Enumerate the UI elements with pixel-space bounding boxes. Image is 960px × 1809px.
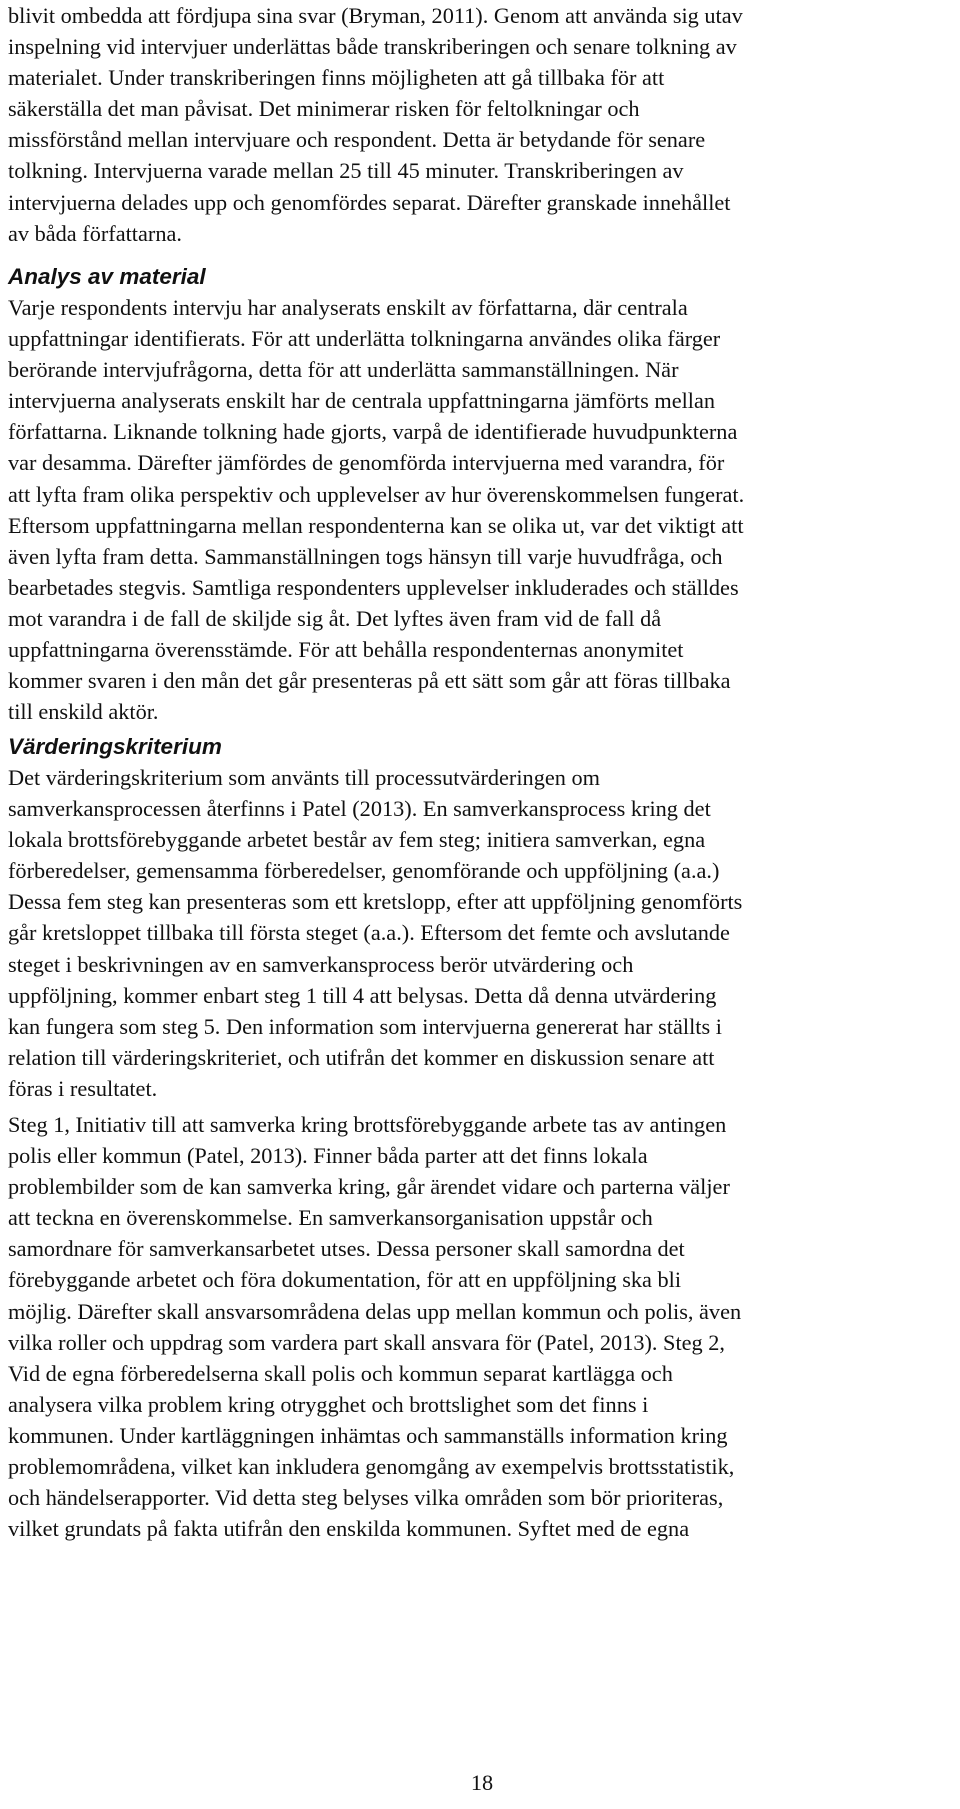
text-line: även lyfta fram detta. Sammanställningen togs hänsyn till varje huvudfråga, och [8, 543, 723, 569]
text-line: att lyfta fram olika perspektiv och upplevelser av hur överenskommelsen fungerat. [8, 481, 745, 507]
text-line: vilket grundats på fakta utifrån den enskilda kommunen. Syftet med de egna [8, 1516, 690, 1542]
text-line: författarna. Liknande tolkning hade gjorts, varpå de identifierade huvudpunkterna [8, 419, 738, 445]
text-line: tolkning. Intervjuerna varade mellan 25 till 45 minuter. Transkriberingen av [8, 158, 684, 184]
text-line: uppfattningar identifierats. För att underlätta tolkningarna användes olika färger [8, 326, 721, 352]
text-line: möjlig. Därefter skall ansvarsområdena delas upp mellan kommun och polis, även [8, 1298, 742, 1324]
text-line: samverkansprocessen återfinns i Patel (2013). En samverkansprocess kring det [8, 796, 711, 822]
text-line: kommer svaren i den mån det går presenteras på ett sätt som går att föras tillbaka [8, 668, 731, 694]
text-line: Varje respondents intervju har analyserats enskilt av författarna, där centrala [8, 295, 688, 320]
text-line: bearbetades stegvis. Samtliga respondenters upplevelser inkluderades och ställdes [8, 574, 739, 600]
text-line: kan fungera som steg 5. Den information som intervjuerna genererat har ställts i [8, 1013, 722, 1039]
text-line: förberedelser, gemensamma förberedelser, genomförande och uppföljning (a.a.) [8, 858, 720, 884]
text-line: Det värderingskriterium som använts till processutvärderingen om [8, 765, 600, 790]
text-line: mot varandra i de fall de skiljde sig åt. Det lyftes även fram vid de fall då [8, 605, 662, 631]
text-line: berörande intervjufrågorna, detta för att underlätta sammanställningen. När [8, 357, 679, 383]
intro-paragraph [8, 0, 743, 249]
text-line: säkerställa det man påvisat. Det minimerar risken för feltolkningar och [8, 96, 640, 122]
text-line: intervjuerna delades upp och genomfördes separat. Därefter granskade innehållet [8, 189, 731, 215]
text-line: Eftersom uppfattningarna mellan respondenterna kan se olika ut, var det viktigt att [8, 512, 744, 538]
text-line: Steg 1, Initiativ till att samverka kring brottsförebyggande arbete tas av antingen [8, 1112, 727, 1137]
text-line: problemområdena, vilket kan inkludera genomgång av exempelvis brottsstatistik, [8, 1454, 735, 1480]
section-heading-analys: Analys av material [8, 264, 206, 289]
text-line: att teckna en överenskommelse. En samverkansorganisation uppstår och [8, 1205, 653, 1231]
text-line: föras i resultatet. [8, 1075, 158, 1101]
text-line: vilka roller och uppdrag som vardera part skall ansvara för (Patel, 2013). Steg 2, [8, 1329, 725, 1355]
text-line: missförstånd mellan intervjuare och respondent. Detta är betydande för senare [8, 127, 706, 153]
text-line: relation till värderingskriteriet, och utifrån det kommer en diskussion senare att [8, 1044, 715, 1070]
varderingskriterium-paragraph [8, 762, 742, 1104]
text-line: kommunen. Under kartläggningen inhämtas och sammanställs information kring [8, 1422, 728, 1448]
text-line: var desamma. Därefter jämfördes de genomförda intervjuerna med varandra, för [8, 450, 725, 476]
text-line: samordnare för samverkansarbetet utses. Dessa personer skall samordna det [8, 1236, 685, 1262]
analys-paragraph [8, 292, 744, 727]
text-line: blivit ombedda att fördjupa sina svar (Bryman, 2011). Genom att använda sig utav [8, 3, 743, 28]
page-number: 18 [470, 1770, 494, 1795]
text-line: Dessa fem steg kan presenteras som ett kretslopp, efter att uppföljning genomförts [8, 889, 743, 915]
text-line: intervjuerna analyserats enskilt har de centrala uppfattningarna jämförts mellan [8, 388, 716, 414]
text-line: polis eller kommun (Patel, 2013). Finner båda parter att det finns lokala [8, 1143, 648, 1169]
text-line: lokala brottsförebyggande arbetet består av fem steg; initiera samverkan, egna [8, 827, 706, 853]
text-line: inspelning vid intervjuer underlättas både transkriberingen och senare tolkning av [8, 34, 737, 60]
text-line: problembilder som de kan samverka kring, går ärendet vidare och parterna väljer [8, 1174, 730, 1200]
text-line: och händelserapporter. Vid detta steg belyses vilka områden som bör prioriteras, [8, 1485, 724, 1511]
text-line: förebyggande arbetet och föra dokumentation, för att en uppföljning ska bli [8, 1267, 682, 1293]
steg1-paragraph [8, 1109, 741, 1544]
document-page [8, 0, 956, 1809]
text-line: av båda författarna. [8, 220, 182, 246]
text-line: går kretsloppet tillbaka till första steget (a.a.). Eftersom det femte och avslutande [8, 920, 730, 946]
text-line: Vid de egna förberedelserna skall polis och kommun separat kartlägga och [8, 1360, 673, 1386]
text-line: steget i beskrivningen av en samverkansprocess berör utvärdering och [8, 951, 634, 977]
text-line: analysera vilka problem kring otrygghet och brottslighet som det finns i [8, 1391, 649, 1417]
text-line: uppföljning, kommer enbart steg 1 till 4 att belysas. Detta då denna utvärdering [8, 982, 717, 1008]
text-line: materialet. Under transkriberingen finns möjligheten att gå tillbaka för att [8, 65, 665, 91]
section-heading-varderingskriterium: Värderingskriterium [8, 734, 222, 759]
text-line: till enskild aktör. [8, 699, 159, 725]
text-line: uppfattningarna överensstämde. För att behålla respondenternas anonymitet [8, 637, 684, 663]
